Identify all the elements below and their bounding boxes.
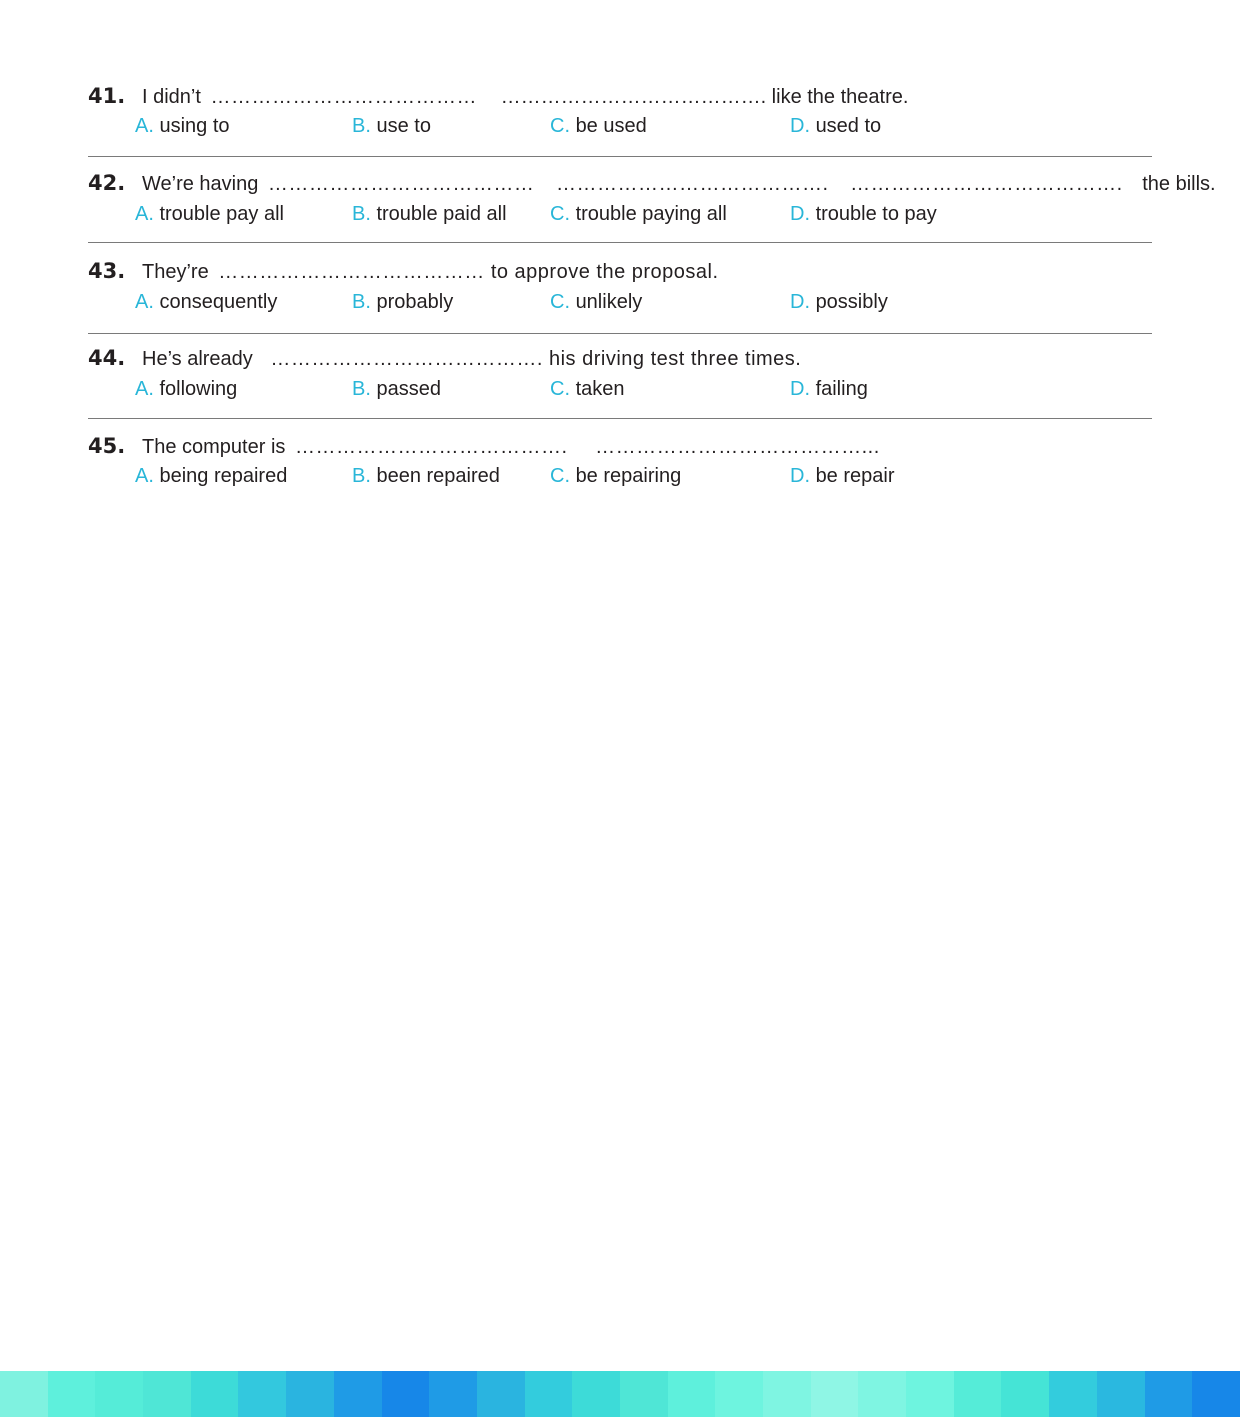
footer-stripe [954,1371,1002,1417]
answer-blank[interactable]: ………………………………… to approve the proposal. [218,261,719,283]
footer-stripe [429,1371,477,1417]
footer-stripe [1001,1371,1049,1417]
option-a[interactable] [135,291,277,314]
stem-text: They’re [142,261,209,283]
option-text: probably [376,291,454,313]
footer-stripe [477,1371,525,1417]
question-stem [142,348,801,371]
footer-stripe [286,1371,334,1417]
option-letter: A. [135,203,154,225]
option-d[interactable] [790,203,937,226]
option-text: be used [575,115,647,137]
option-letter: C. [550,465,570,487]
stem-text: I didn’t [142,86,201,108]
footer-stripe [906,1371,954,1417]
option-d[interactable] [790,465,895,488]
option-c[interactable] [550,203,727,226]
option-text: possibly [815,291,888,313]
footer-stripe [1097,1371,1145,1417]
option-text: been repaired [376,465,500,487]
option-letter: C. [550,291,570,313]
footer-stripe [1192,1371,1240,1417]
stem-text: We’re having [142,173,259,195]
option-text: following [159,378,238,400]
option-text: unlikely [575,291,643,313]
answer-blank[interactable]: …………………………………. [294,436,568,458]
option-text: failing [815,378,868,400]
footer-stripe [525,1371,573,1417]
question-stem [142,436,880,459]
option-text: being repaired [159,465,288,487]
answer-blank[interactable]: …………………………………. [850,173,1123,195]
footer-stripe [1145,1371,1193,1417]
option-c[interactable] [550,291,642,314]
option-letter: A. [135,291,154,313]
option-a[interactable] [135,378,237,401]
answer-blank[interactable]: …………………………………. his driving test three times. [270,348,802,370]
option-letter: D. [790,378,810,400]
option-text: use to [376,115,431,137]
option-letter: A. [135,465,154,487]
footer-stripe [715,1371,763,1417]
answer-blank[interactable]: ………………………………… [267,173,535,195]
option-d[interactable] [790,291,888,314]
option-c[interactable] [550,378,625,401]
footer-stripe [334,1371,382,1417]
option-d[interactable] [790,378,868,401]
option-text: trouble paid all [376,203,507,225]
option-text: passed [376,378,441,400]
question-number: 44. [88,346,126,370]
option-d[interactable] [790,115,881,138]
option-letter: D. [790,465,810,487]
footer-stripe [811,1371,859,1417]
option-text: be repair [815,465,895,487]
option-letter: B. [352,291,371,313]
footer-stripe [238,1371,286,1417]
option-c[interactable] [550,115,647,138]
option-text: trouble paying all [575,203,727,225]
divider [88,418,1152,419]
option-c[interactable] [550,465,681,488]
footer-stripe [48,1371,96,1417]
footer-stripe [668,1371,716,1417]
option-b[interactable] [352,378,441,401]
option-a[interactable] [135,115,230,138]
stem-text: He’s already [142,348,253,370]
question-number: 42. [88,171,126,195]
question-stem [142,261,719,284]
footer-stripe [143,1371,191,1417]
footer-stripe [763,1371,811,1417]
footer-color-band [0,1371,1240,1417]
answer-blank[interactable]: ………………………………… [210,86,477,108]
footer-stripe [858,1371,906,1417]
option-letter: D. [790,203,810,225]
footer-stripe [572,1371,620,1417]
answer-blank[interactable]: …………………………………. [555,173,829,195]
option-letter: C. [550,203,570,225]
footer-stripe [0,1371,48,1417]
option-letter: B. [352,203,371,225]
footer-stripe [620,1371,668,1417]
option-text: consequently [159,291,278,313]
footer-stripe [382,1371,430,1417]
option-letter: B. [352,465,371,487]
question-number: 41. [88,84,126,108]
option-b[interactable] [352,291,453,314]
question-number: 45. [88,434,126,458]
option-letter: A. [135,378,154,400]
answer-blank[interactable]: …………………………………... [595,436,880,458]
option-b[interactable] [352,115,431,138]
option-a[interactable] [135,465,287,488]
option-b[interactable] [352,465,500,488]
stem-text: the bills. [1142,173,1216,195]
question-stem [142,86,908,109]
option-letter: B. [352,378,371,400]
stem-text: The computer is [142,436,286,458]
option-letter: B. [352,115,371,137]
option-text: trouble to pay [815,203,937,225]
question-number: 43. [88,259,126,283]
footer-stripe [95,1371,143,1417]
option-letter: C. [550,115,570,137]
option-a[interactable] [135,203,284,226]
option-letter: C. [550,378,570,400]
option-text: using to [159,115,230,137]
question-stem [142,173,1216,196]
stem-text: …………………………………. like the theatre. [500,86,909,108]
option-text: be repairing [575,465,682,487]
footer-stripe [1049,1371,1097,1417]
divider [88,333,1152,334]
option-b[interactable] [352,203,507,226]
divider [88,156,1152,157]
footer-stripe [191,1371,239,1417]
option-text: trouble pay all [159,203,284,225]
option-letter: A. [135,115,154,137]
divider [88,242,1152,243]
option-text: taken [575,378,625,400]
option-letter: D. [790,115,810,137]
option-letter: D. [790,291,810,313]
option-text: used to [815,115,882,137]
